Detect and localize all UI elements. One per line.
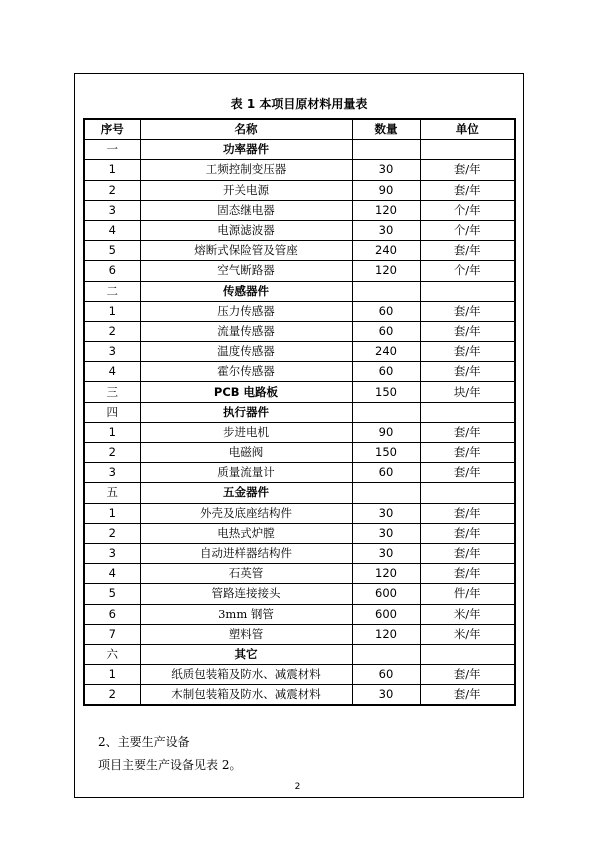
table-row (84, 503, 515, 523)
table-row (84, 220, 515, 240)
cell-no: 1 (84, 160, 140, 180)
table-row (84, 160, 515, 180)
cell-qty: 120 (352, 200, 420, 220)
table-row (84, 241, 515, 261)
header-no: 序号 (84, 119, 140, 140)
cell-qty: 120 (352, 624, 420, 644)
cell-qty: 60 (352, 463, 420, 483)
cell-name: 熔断式保险管及管座 (140, 241, 352, 261)
cell-no: 6 (84, 261, 140, 281)
cell-unit (420, 483, 515, 503)
cell-name: 石英管 (140, 564, 352, 584)
cell-name: 质量流量计 (140, 463, 352, 483)
table-group-row (84, 483, 515, 503)
table-body (84, 140, 515, 706)
cell-unit: 套/年 (420, 463, 515, 483)
cell-name: 外壳及底座结构件 (140, 503, 352, 523)
cell-name: 电源滤波器 (140, 220, 352, 240)
cell-no: 3 (84, 463, 140, 483)
cell-unit: 套/年 (420, 523, 515, 543)
table-group-row (84, 140, 515, 160)
cell-unit: 套/年 (420, 422, 515, 442)
cell-unit: 米/年 (420, 624, 515, 644)
cell-name: 工频控制变压器 (140, 160, 352, 180)
cell-no: 6 (84, 604, 140, 624)
cell-qty: 150 (352, 443, 420, 463)
table-row (84, 624, 515, 644)
cell-no: 1 (84, 503, 140, 523)
cell-qty (352, 483, 420, 503)
cell-name: 执行器件 (140, 402, 352, 422)
cell-qty: 120 (352, 261, 420, 281)
cell-name: 电热式炉膛 (140, 523, 352, 543)
cell-name: 温度传感器 (140, 342, 352, 362)
cell-qty: 30 (352, 220, 420, 240)
cell-unit: 套/年 (420, 362, 515, 382)
cell-no: 4 (84, 564, 140, 584)
cell-unit: 套/年 (420, 342, 515, 362)
section-text: 项目主要生产设备见表 2。 (98, 758, 242, 772)
cell-name: 五金器件 (140, 483, 352, 503)
table-row (84, 200, 515, 220)
cell-no: 三 (84, 382, 140, 402)
table-row (84, 321, 515, 341)
cell-unit: 块/年 (420, 382, 515, 402)
cell-qty: 90 (352, 180, 420, 200)
table-row (84, 564, 515, 584)
cell-qty (352, 644, 420, 664)
cell-unit: 套/年 (420, 321, 515, 341)
cell-no: 5 (84, 584, 140, 604)
cell-qty: 150 (352, 382, 420, 402)
cell-unit: 套/年 (420, 564, 515, 584)
cell-unit: 套/年 (420, 160, 515, 180)
cell-name: 纸质包装箱及防水、减震材料 (140, 665, 352, 685)
cell-unit: 套/年 (420, 665, 515, 685)
table-row (84, 463, 515, 483)
table-row (84, 180, 515, 200)
cell-name: 其它 (140, 644, 352, 664)
cell-qty: 600 (352, 584, 420, 604)
cell-no: 五 (84, 483, 140, 503)
table-row (84, 362, 515, 382)
cell-qty: 30 (352, 503, 420, 523)
cell-unit (420, 281, 515, 301)
cell-no: 3 (84, 342, 140, 362)
cell-no: 3 (84, 200, 140, 220)
cell-unit (420, 140, 515, 160)
header-name: 名称 (140, 119, 352, 140)
cell-no: 5 (84, 241, 140, 261)
table-row (84, 301, 515, 321)
cell-name: 管路连接接头 (140, 584, 352, 604)
cell-unit: 个/年 (420, 261, 515, 281)
cell-no: 一 (84, 140, 140, 160)
table-row (84, 342, 515, 362)
cell-qty: 60 (352, 362, 420, 382)
table-row (84, 261, 515, 281)
cell-name: 自动进样器结构件 (140, 543, 352, 563)
cell-unit: 米/年 (420, 604, 515, 624)
cell-qty (352, 402, 420, 422)
cell-unit (420, 402, 515, 422)
header-qty: 数量 (352, 119, 420, 140)
table-row (84, 422, 515, 442)
cell-qty: 30 (352, 543, 420, 563)
cell-unit: 套/年 (420, 503, 515, 523)
table-caption: 表 1 本项目原材料用量表 (230, 97, 368, 111)
cell-no: 7 (84, 624, 140, 644)
cell-name: 空气断路器 (140, 261, 352, 281)
cell-no: 4 (84, 362, 140, 382)
table-row (84, 443, 515, 463)
cell-qty: 90 (352, 422, 420, 442)
cell-name: PCB 电路板 (140, 382, 352, 402)
cell-no: 二 (84, 281, 140, 301)
table-group-row (84, 402, 515, 422)
cell-no: 四 (84, 402, 140, 422)
page-number: 2 (294, 782, 301, 792)
table-group-row (84, 382, 515, 402)
cell-qty (352, 140, 420, 160)
cell-name: 步进电机 (140, 422, 352, 442)
cell-no: 1 (84, 301, 140, 321)
cell-unit: 套/年 (420, 301, 515, 321)
cell-no: 2 (84, 443, 140, 463)
cell-qty (352, 281, 420, 301)
cell-no: 3 (84, 543, 140, 563)
cell-unit: 套/年 (420, 180, 515, 200)
cell-name: 流量传感器 (140, 321, 352, 341)
cell-no: 1 (84, 422, 140, 442)
cell-qty: 120 (352, 564, 420, 584)
cell-unit (420, 644, 515, 664)
cell-no: 2 (84, 685, 140, 706)
cell-unit: 套/年 (420, 241, 515, 261)
cell-unit: 件/年 (420, 584, 515, 604)
cell-qty: 600 (352, 604, 420, 624)
cell-name: 电磁阀 (140, 443, 352, 463)
cell-name: 传感器件 (140, 281, 352, 301)
section-heading: 2、主要生产设备 (98, 735, 190, 749)
cell-no: 1 (84, 665, 140, 685)
cell-unit: 个/年 (420, 200, 515, 220)
materials-table (83, 118, 516, 706)
table-group-row (84, 281, 515, 301)
cell-qty: 30 (352, 685, 420, 706)
cell-no: 六 (84, 644, 140, 664)
cell-qty: 30 (352, 523, 420, 543)
cell-unit: 套/年 (420, 543, 515, 563)
cell-no: 2 (84, 180, 140, 200)
cell-qty: 60 (352, 321, 420, 341)
cell-qty: 240 (352, 342, 420, 362)
table-row (84, 665, 515, 685)
cell-qty: 30 (352, 160, 420, 180)
cell-name: 木制包装箱及防水、减震材料 (140, 685, 352, 706)
cell-no: 2 (84, 321, 140, 341)
cell-qty: 60 (352, 665, 420, 685)
cell-no: 4 (84, 220, 140, 240)
cell-unit: 套/年 (420, 443, 515, 463)
cell-name: 固态继电器 (140, 200, 352, 220)
cell-name: 功率器件 (140, 140, 352, 160)
cell-name: 塑料管 (140, 624, 352, 644)
table-row (84, 523, 515, 543)
cell-name: 压力传感器 (140, 301, 352, 321)
table-row (84, 584, 515, 604)
cell-unit: 个/年 (420, 220, 515, 240)
cell-name: 开关电源 (140, 180, 352, 200)
cell-name: 霍尔传感器 (140, 362, 352, 382)
cell-no: 2 (84, 523, 140, 543)
table-row (84, 543, 515, 563)
cell-unit: 套/年 (420, 685, 515, 706)
table-row (84, 604, 515, 624)
cell-name: 3mm 钢管 (140, 604, 352, 624)
cell-qty: 60 (352, 301, 420, 321)
table-row (84, 685, 515, 706)
table-header-row (84, 119, 515, 140)
table-group-row (84, 644, 515, 664)
cell-qty: 240 (352, 241, 420, 261)
header-unit: 单位 (420, 119, 515, 140)
